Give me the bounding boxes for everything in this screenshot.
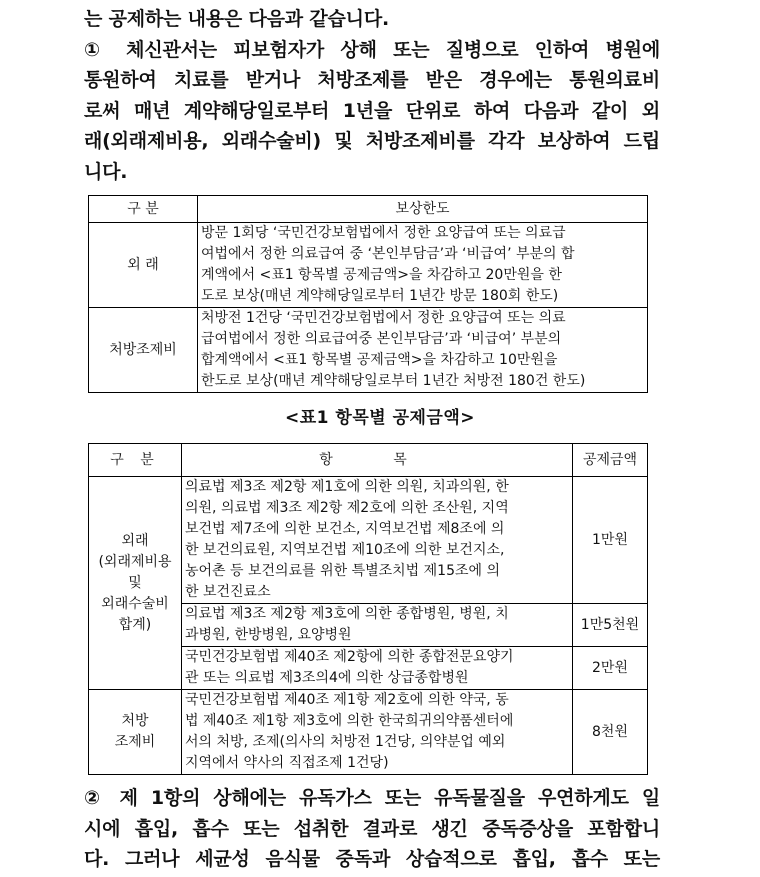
label-line: (외래제비용 <box>98 553 172 570</box>
header-amount: 공제금액 <box>573 444 648 477</box>
item-line: 농어촌 등 보건의료를 위한 특별조치법 제15조에 의 <box>185 563 500 579</box>
item-line: 관 또는 의료법 제3조의4에 의한 상급종합병원 <box>185 670 469 686</box>
item-line: 의원, 의료법 제3조 제2항 제2호에 의한 조산원, 지역 <box>185 500 509 516</box>
intro-line: ① 체신관서는 피보험자가 상해 또는 질병으로 인하여 병원에 <box>84 38 660 61</box>
label-line: 외래수술비 <box>101 595 169 612</box>
table-row <box>89 477 648 604</box>
table-row <box>89 308 648 393</box>
item-line: 의료법 제3조 제2항 제1호에 의한 의원, 치과의원, 한 <box>185 479 509 495</box>
row-description <box>198 223 648 308</box>
outro-line: 다. 그러나 세균성 음식물 중독과 상습적으로 흡입, 흡수 또는 <box>84 848 660 870</box>
label-line: 외래 <box>121 532 149 549</box>
label-line: 및 <box>128 574 142 591</box>
desc-line: 계액에서 <표1 항목별 공제금액>을 차감하고 20만원을 한 <box>201 267 562 283</box>
deduction-amount: 8천원 <box>573 690 648 775</box>
desc-line: 급여법에서 정한 의료급여중 본인부담금’과 ‘비급여’ 부분의 <box>201 331 562 347</box>
table-row <box>89 223 648 308</box>
group-prescription-label <box>89 690 182 775</box>
item-line: 서의 처방, 조제(의사의 처방전 1건당, 의약분업 예외 <box>185 734 506 750</box>
outro-line: 시에 흡입, 흡수 또는 섭취한 결과로 생긴 중독증상을 포함합니 <box>84 817 660 840</box>
intro-line: 는 공제하는 내용은 다음과 같습니다. <box>84 8 389 30</box>
row-category: 외 래 <box>89 223 198 308</box>
item-line: 한 보건의료원, 지역보건법 제10조에 의한 보건지소, <box>185 542 505 558</box>
item-line: 과병원, 한방병원, 요양병원 <box>185 627 352 643</box>
deduction-amount: 2만원 <box>573 647 648 690</box>
label-line: 합계) <box>118 616 152 633</box>
header-item: 항 목 <box>182 444 573 477</box>
deduction-amount-table <box>88 443 648 775</box>
item-description <box>182 647 573 690</box>
item-line: 국민건강보험법 제40조 제2항에 의한 종합전문요양기 <box>185 649 514 665</box>
coverage-limit-table <box>88 195 648 393</box>
table-row <box>89 690 648 775</box>
header-category: 구 분 <box>89 196 198 223</box>
item-line: 의료법 제3조 제2항 제3호에 의한 종합병원, 병원, 치 <box>185 606 509 622</box>
outro-paragraph <box>84 783 660 875</box>
header-limit: 보상한도 <box>198 196 648 223</box>
item-line: 국민건강보험법 제40조 제1항 제2호에 의한 약국, 동 <box>185 692 509 708</box>
desc-line: 처방전 1건당 ‘국민건강보험법에서 정한 요양급여 또는 의료 <box>201 310 566 326</box>
item-line: 보건법 제7조에 의한 보건소, 지역보건법 제8조에 의 <box>185 521 505 537</box>
intro-paragraph <box>84 4 660 187</box>
table-header-row <box>89 196 648 223</box>
table-header-row <box>89 444 648 477</box>
intro-line: 로써 매년 계약해당일로부터 1년을 단위로 하여 다음과 같이 외 <box>84 99 660 122</box>
deduction-amount: 1만원 <box>573 477 648 604</box>
desc-line: 여법에서 정한 의료급여 중 ‘본인부담금’과 ‘비급여’ 부분의 합 <box>201 246 575 262</box>
item-line: 지역에서 약사의 직접조제 1건당) <box>185 755 389 771</box>
table2-title: <표1 항목별 공제금액> <box>284 408 476 428</box>
item-description <box>182 604 573 647</box>
label-line: 처방 <box>121 713 149 729</box>
row-description <box>198 308 648 393</box>
group-outpatient-label <box>89 477 182 690</box>
desc-line: 합계액에서 <표1 항목별 공제금액>을 차감하고 10만원을 <box>201 352 558 368</box>
item-line: 한 보건진료소 <box>185 584 271 600</box>
intro-line: 래(외래제비용, 외래수술비) 및 처방조제비를 각각 보상하여 드립 <box>84 130 660 152</box>
item-line: 법 제40조 제1항 제3호에 의한 한국희귀의약품센터에 <box>185 713 514 729</box>
desc-line: 방문 1회당 ‘국민건강보험법에서 정한 요양급여 또는 의료급 <box>201 225 566 241</box>
label-line: 조제비 <box>114 734 156 750</box>
item-description <box>182 477 573 604</box>
row-category: 처방조제비 <box>89 308 198 393</box>
item-description <box>182 690 573 775</box>
outro-line: ② 제 1항의 상해에는 유독가스 또는 유독물질을 우연하게도 일 <box>84 787 660 809</box>
deduction-amount: 1만5천원 <box>573 604 648 647</box>
intro-line: 니다. <box>84 160 128 183</box>
desc-line: 도로 보상(매년 계약해당일로부터 1년간 방문 180회 한도) <box>201 288 559 304</box>
intro-line: 통원하여 치료를 받거나 처방조제를 받은 경우에는 통원의료비 <box>84 69 660 91</box>
header-category: 구 분 <box>89 444 182 477</box>
desc-line: 한도로 보상(매년 계약해당일로부터 1년간 처방전 180건 한도) <box>201 373 586 389</box>
